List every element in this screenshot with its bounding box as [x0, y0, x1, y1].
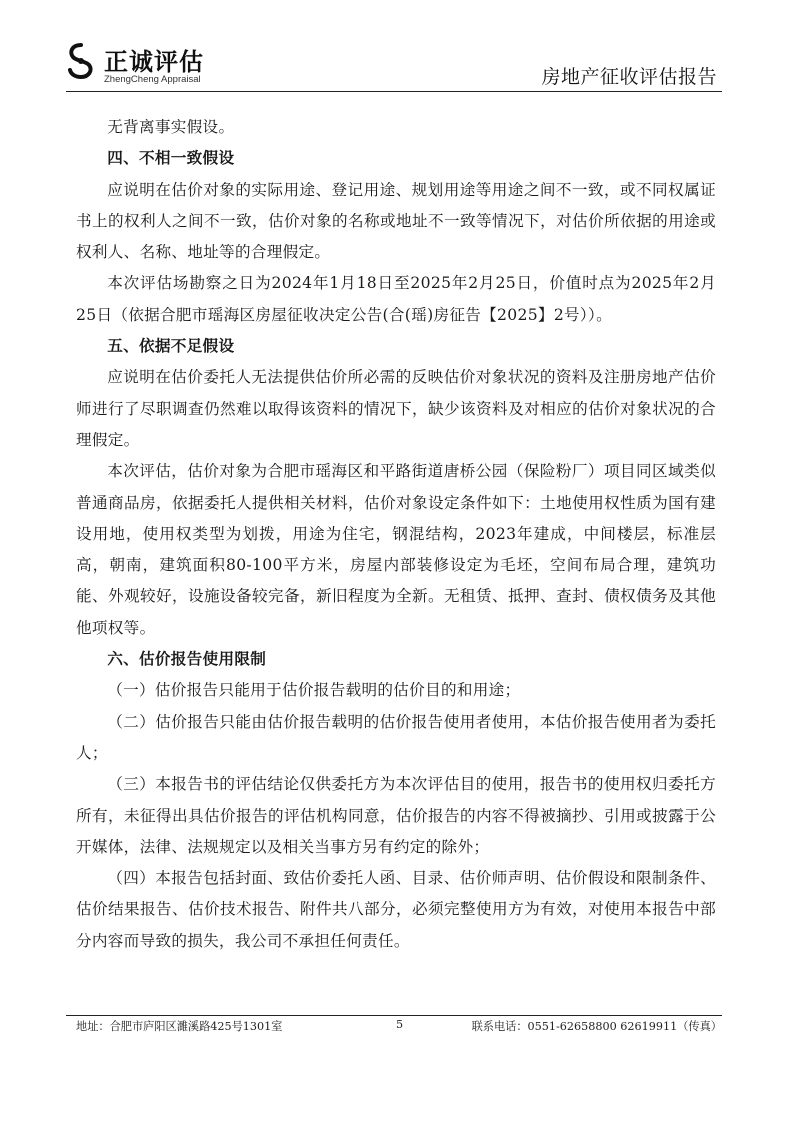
page-header: [0, 0, 793, 95]
paragraph: 本次评估场勘察之日为2024年1月18日至2025年2月25日，价值时点为2025年2月25日（依据合肥市瑶海区房屋征收决定公告(合(瑶)房征告【2025】2号））。: [76, 274, 716, 324]
section-heading-6: 六、估价报告使用限制: [107, 650, 267, 669]
company-name: 正诚评估: [104, 48, 204, 76]
paragraph: （四）本报告包括封面、致估价委托人函、目录、估价师声明、估价假设和限制条件、估价结果报告、估价技术报告、附件共八部分，必须完整使用方为有效，对使用本报告中部分内容而导致的损失，我公司不承担任何责任。: [76, 869, 716, 950]
section-heading-4: 四、不相一致假设: [107, 149, 235, 168]
paragraph: （一）估价报告只能用于估价报告载明的估价目的和用途；: [107, 681, 521, 700]
paragraph: 应说明在估价委托人无法提供估价所必需的反映估价对象状况的资料及注册房地产估价师进行了尽职调查仍然难以取得该资料的情况下，缺少该资料及对相应的估价对象状况的合理假定。: [76, 368, 716, 449]
footer-address: 地址：合肥市庐阳区濉溪路425号1301室: [76, 1020, 283, 1033]
paragraph: 无背离事实假设。: [107, 118, 235, 136]
paragraph: （二）估价报告只能由估价报告载明的估价报告使用者使用，本估价报告使用者为委托人；: [76, 712, 716, 762]
company-name-english: ZhengCheng Appraisal: [104, 74, 201, 85]
header-divider: [66, 91, 722, 92]
paragraph: 应说明在估价对象的实际用途、登记用途、规划用途等用途之间不一致，或不同权属证书上的权利人之间不一致，估价对象的名称或地址不一致等情况下，对估价所依据的用途或权利人、名称、地址等的合理假定。: [76, 180, 716, 262]
page-number: 5: [396, 1018, 404, 1031]
paragraph: 本次评估，估价对象为合肥市瑶海区和平路街道唐桥公园（保险粉厂）项目同区域类似普通商品房，依据委托人提供相关材料，估价对象设定条件如下：土地使用权性质为国有建设用地，使用权类型为划拨，用途为住宅，钢混结构，2023年建成，中间楼层，标准层高，朝南，建筑面积80-100平方米，房屋内部装修设定为毛坯，空间布局合理，建筑功能、外观较好，设施设备较完备，新旧程度为全新。无租赁、抵押、查封、债权债务及其他他项权等。: [76, 462, 716, 637]
company-logo-icon: [66, 43, 96, 79]
report-title: 房地产征收评估报告: [541, 66, 717, 88]
section-heading-5: 五、依据不足假设: [107, 337, 235, 356]
document-body: [76, 112, 716, 957]
footer-phone: 联系电话：0551-62658800 62619911（传真）: [471, 1020, 722, 1033]
paragraph: （三）本报告书的评估结论仅供委托方为本次评估目的使用，报告书的使用权归委托方所有，未征得出具估价报告的评估机构同意，估价报告的内容不得被摘抄、引用或披露于公开媒体，法律、法规规定以及相关当事方另有约定的除外；: [76, 775, 716, 856]
footer-divider: [66, 1015, 722, 1016]
